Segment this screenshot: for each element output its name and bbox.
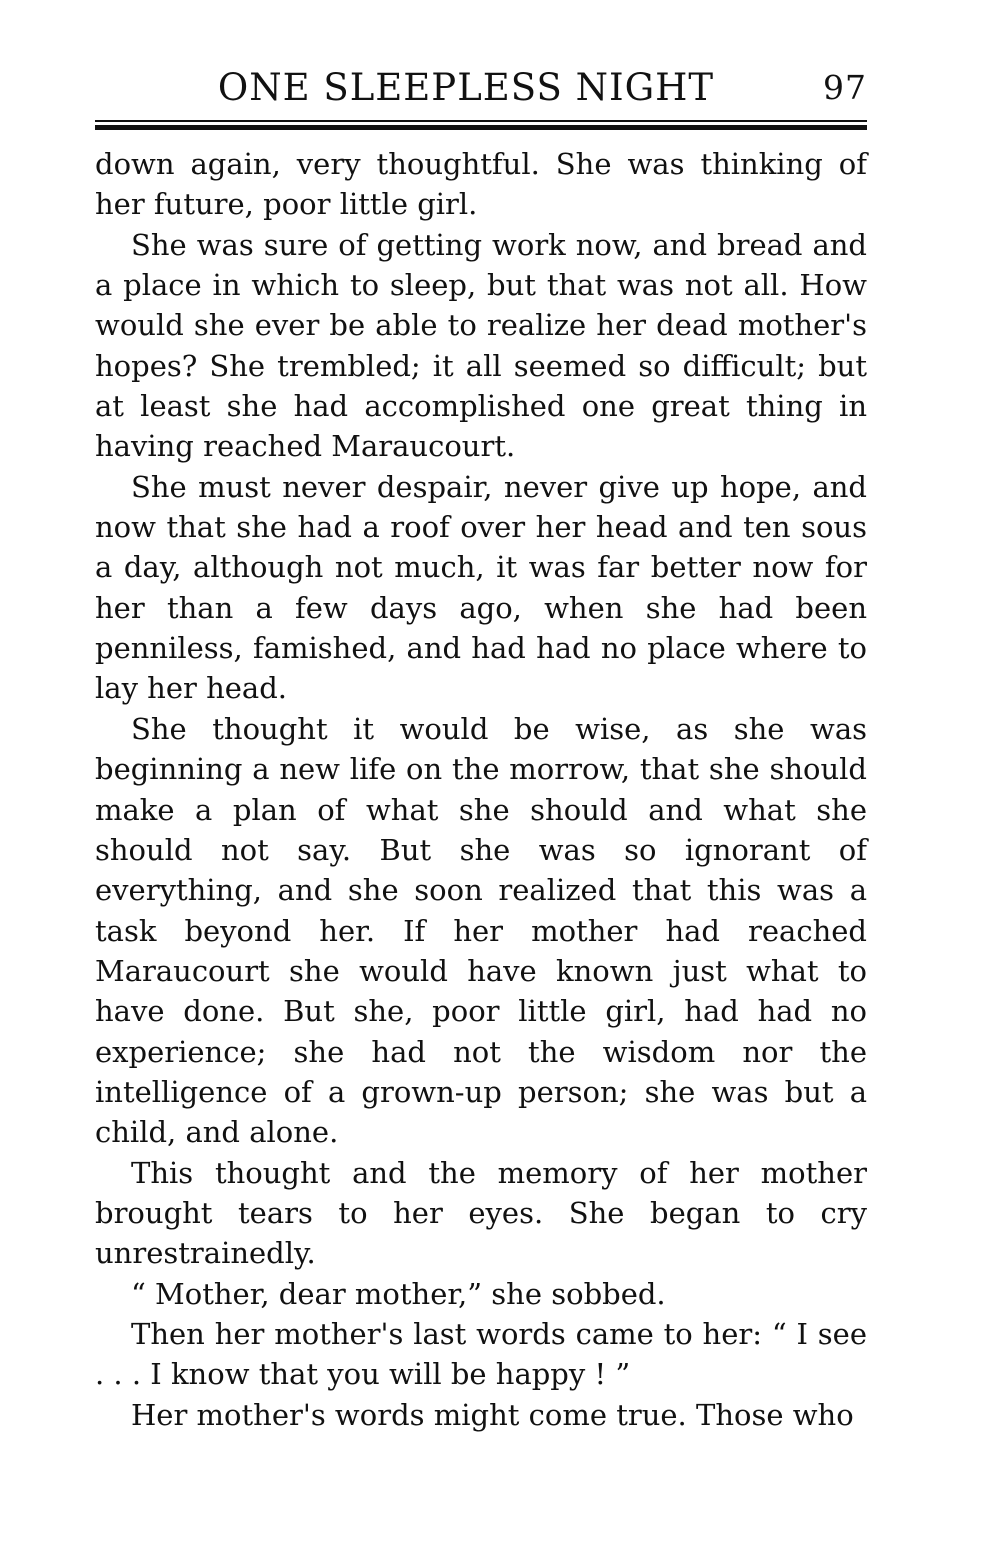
book-page <box>95 62 867 1435</box>
paragraph: She was sure of getting work now, and bread and a place in which to sleep, but that was not all. How would she ever be able to realize her dead mother's hopes? She trembled; it all seemed so difficult; but at least she had accomplished one great thing in having reached Maraucourt. <box>95 227 867 464</box>
paragraph: She thought it would be wise, as she was beginning a new life on the morrow, that she should make a plan of what she should and what she should not say. But she was so ignorant of everything, and she soon realized that this was a task beyond her. If her mother had reached Maraucourt she would have known just what to have done. But she, poor little girl, had had no experience; she had not the wisdom nor the intelligence of a grown-up person; she was but a child, and alone. <box>95 711 867 1150</box>
header-rule-thick <box>95 125 867 130</box>
paragraph: down again, very thoughtful. She was thinking of her future, poor little girl. <box>95 147 867 222</box>
paragraph: Her mother's words might come true. Those who <box>131 1397 854 1432</box>
page-number: 97 <box>823 68 867 107</box>
body-text <box>95 144 867 1435</box>
running-header <box>95 62 867 114</box>
header-rule-thin <box>95 120 867 122</box>
paragraph: “ Mother, dear mother,” she sobbed. <box>131 1276 666 1311</box>
paragraph: Then her mother's last words came to her: “ I see . . . I know that you will be happy ! ” <box>95 1316 867 1392</box>
paragraph: This thought and the memory of her mother brought tears to her eyes. She began to cry unrestrainedly. <box>95 1155 867 1271</box>
running-title: ONE SLEEPLESS NIGHT <box>217 66 715 109</box>
paragraph: She must never despair, never give up hope, and now that she had a roof over her head and ten sous a day, although not much, it was far better now for her than a few days ago, when she had been penniless, famished, and had had no place where to lay her head. <box>95 469 867 706</box>
